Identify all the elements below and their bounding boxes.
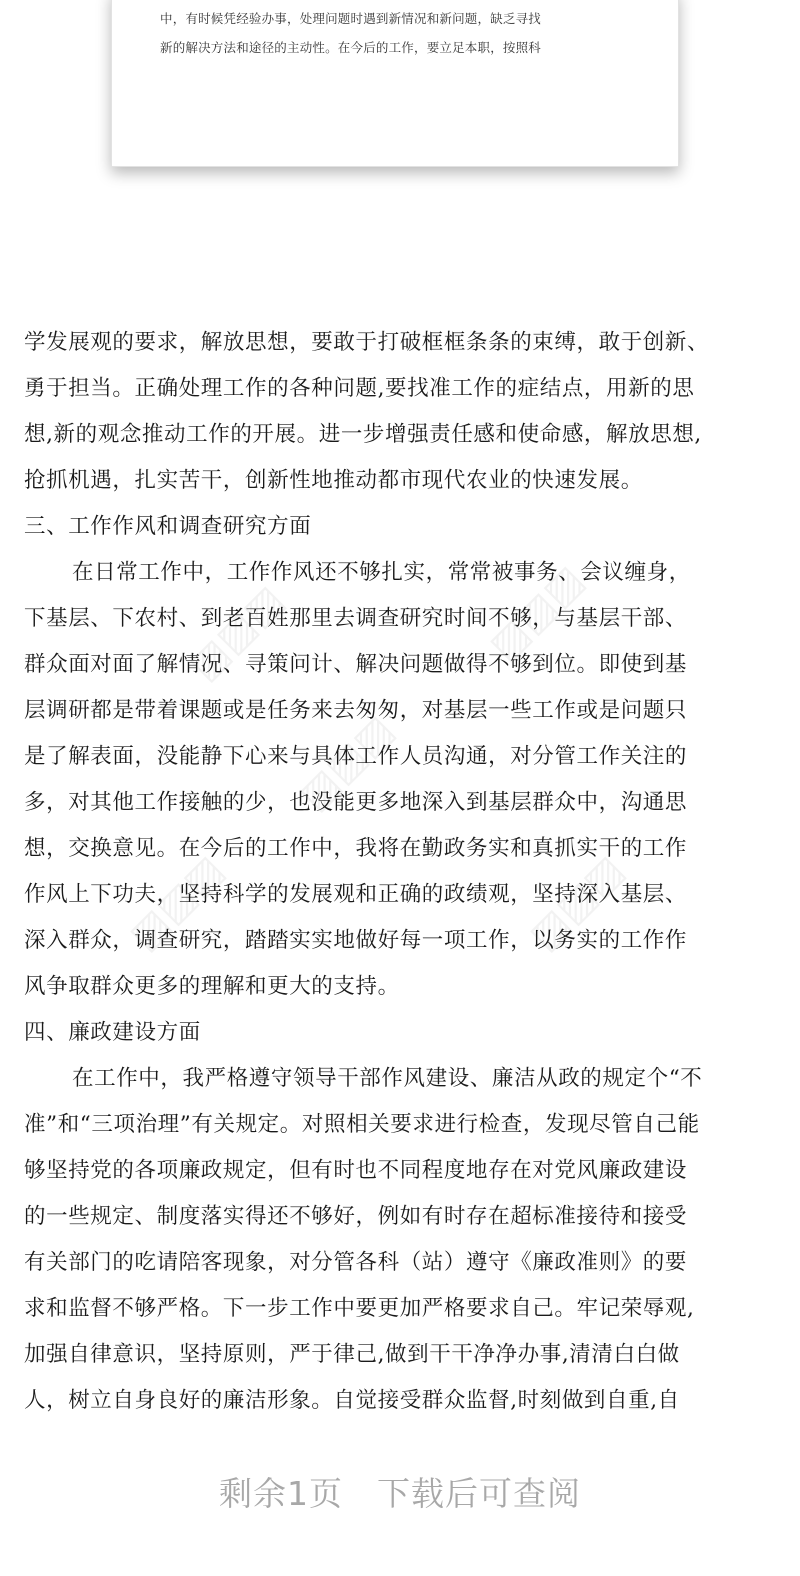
remaining-pages-label: 剩余1页	[219, 1474, 343, 1513]
section-heading-work-style: 三、工作作风和调查研究方面	[24, 514, 312, 539]
paragraph-line: 群众面对面了解情况、寻策问计、解决问题做得不够到位。即使到基	[24, 652, 688, 677]
document-body	[24, 323, 784, 1427]
download-prompt[interactable]	[0, 1468, 800, 1515]
watermark-icon: ▨▨▨	[120, 846, 234, 960]
paragraph-line: 在工作中，我严格遵守领导干部作风建设、廉洁从政的规定个“不	[72, 1066, 703, 1091]
watermark-icon: ▨▨▨	[520, 846, 634, 960]
paragraph-line: 想,新的观念推动工作的开展。进一步增强责任感和使命感，解放思想,	[24, 422, 702, 447]
paragraph-line: 作风上下功夫，坚持科学的发展观和正确的政绩观，坚持深入基层、	[24, 882, 688, 907]
paragraph-line: 层调研都是带着课题或是任务来去匆匆，对基层一些工作或是问题只	[24, 698, 688, 723]
paragraph-line: 想，交换意见。在今后的工作中，我将在勤政务实和真抓实干的工作	[24, 836, 688, 861]
paragraph-line: 下基层、下农村、到老百姓那里去调查研究时间不够，与基层干部、	[24, 606, 688, 631]
watermark-icon: ▨▨▨	[180, 576, 294, 690]
paragraph-line: 勇于担当。正确处理工作的各种问题,要找准工作的症结点，用新的思	[24, 376, 695, 401]
paragraph-line: 有关部门的吃请陪客现象，对分管各科（站）遵守《廉政准则》的要	[24, 1250, 688, 1275]
paragraph-line: 的一些规定、制度落实得还不够好，例如有时存在超标准接待和接受	[24, 1204, 688, 1229]
preview-text-line: 中，有时候凭经验办事，处理问题时遇到新情况和新问题，缺乏寻找	[160, 11, 542, 26]
paragraph-line: 加强自律意识，坚持原则，严于律己,做到干干净净办事,清清白白做	[24, 1342, 680, 1367]
paragraph-line: 人，树立自身良好的廉洁形象。自觉接受群众监督,时刻做到自重,自	[24, 1388, 680, 1413]
paragraph-line: 深入群众，调查研究，踏踏实实地做好每一项工作，以务实的工作作	[24, 928, 688, 953]
paragraph-line: 风争取群众更多的理解和更大的支持。	[24, 974, 400, 999]
paragraph-line: 准”和“三项治理”有关规定。对照相关要求进行检查，发现尽管自己能	[24, 1112, 700, 1137]
download-to-view-label: 下载后可查阅	[377, 1474, 581, 1513]
preview-text-line: 新的解决方法和途径的主动性。在今后的工作，要立足本职，按照科	[160, 40, 542, 55]
paragraph-line: 够坚持党的各项廉政规定，但有时也不同程度地存在对党风廉政建设	[24, 1158, 688, 1183]
paragraph-line: 是了解表面，没能静下心来与具体工作人员沟通，对分管工作关注的	[24, 744, 688, 769]
watermark-icon: ▨▨▨	[480, 556, 594, 670]
section-heading-integrity: 四、廉政建设方面	[24, 1020, 201, 1045]
paragraph-line: 学发展观的要求，解放思想，要敢于打破框框条条的束缚，敢于创新、	[24, 330, 710, 355]
document-preview-card	[111, 0, 679, 167]
paragraph-line: 求和监督不够严格。下一步工作中要更加严格要求自己。牢记荣辱观,	[24, 1296, 695, 1321]
paragraph-line: 多，对其他工作接触的少，也没能更多地深入到基层群众中，沟通思	[24, 790, 688, 815]
paragraph-line: 在日常工作中，工作作风还不够扎实，常常被事务、会议缠身，	[72, 560, 691, 585]
watermark-icon: ▨▨▨	[290, 706, 404, 820]
paragraph-line: 抢抓机遇，扎实苦干，创新性地推动都市现代农业的快速发展。	[24, 468, 643, 493]
